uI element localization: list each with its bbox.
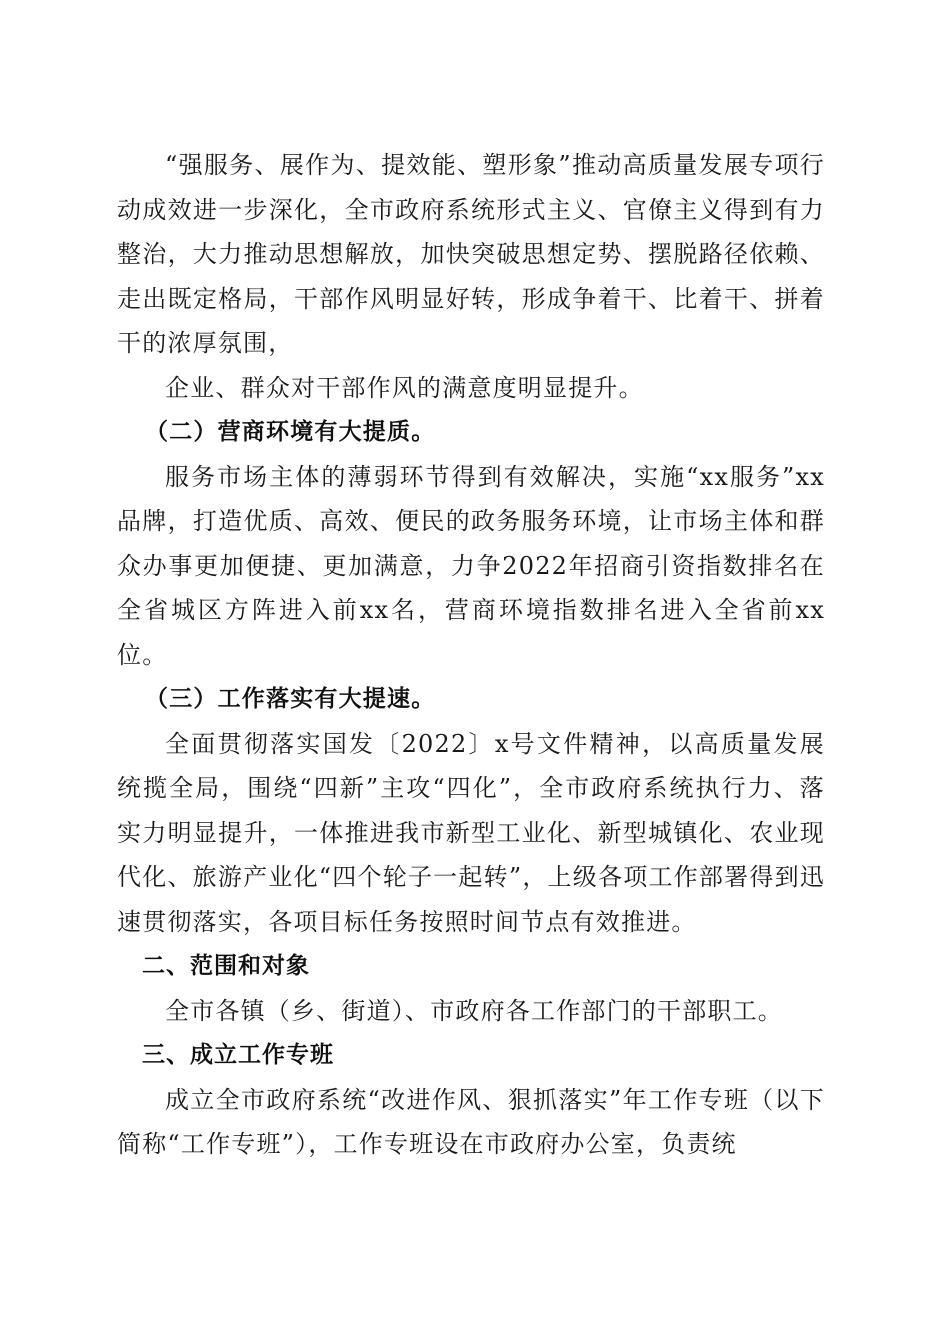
paragraph-business-environment: 服务市场主体的薄弱环节得到有效解决，实施“xx服务”xx品牌，打造优质、高效、便民的政务服务环境，让市场主体和群众办事更加便捷、更加满意，力争2022年招商引资指数排名在全省城区方阵进入前xx名，营商环境指数排名进入全省前xx位。 [117, 462, 825, 669]
heading-scope-and-targets: 二、范围和对象 [142, 953, 310, 979]
paragraph-satisfaction: 企业、群众对干部作风的满意度明显提升。 [165, 373, 644, 402]
heading-work-team: 三、成立工作专班 [142, 1042, 334, 1068]
paragraph-scope: 全市各镇（乡、街道）、市政府各工作部门的干部职工。 [165, 996, 783, 1025]
paragraph-work-team: 成立全市政府系统“改进作风、狠抓落实”年工作专班（以下简称“工作专班”），工作专班设在市政府办公室，负责统 [117, 1085, 825, 1158]
paragraph-work-implementation: 全面贯彻落实国发〔2022〕x号文件精神，以高质量发展统揽全局，围绕“四新”主攻“四化”，全市政府系统执行力、落实力明显提升，一体推进我市新型工业化、新型城镇化、农业现代化、旅游产业化“四个轮子一起转”，上级各项工作部署得到迅速贯彻落实，各项目标任务按照时间节点有效推进。 [117, 729, 825, 936]
paragraph-action-results: “强服务、展作为、提效能、塑形象”推动高质量发展专项行动成效进一步深化，全市政府系统形式主义、官僚主义得到有力整治，大力推动思想解放，加快突破思想定势、摆脱路径依赖、走出既定格局，干部作风明显好转，形成争着干、比着干、拼着干的浓厚氛围， [117, 151, 825, 357]
subheading-work-implementation: （三）工作落实有大提速。 [145, 685, 436, 712]
subheading-business-environment: （二）营商环境有大提质。 [145, 418, 436, 445]
document-body [117, 143, 825, 1167]
